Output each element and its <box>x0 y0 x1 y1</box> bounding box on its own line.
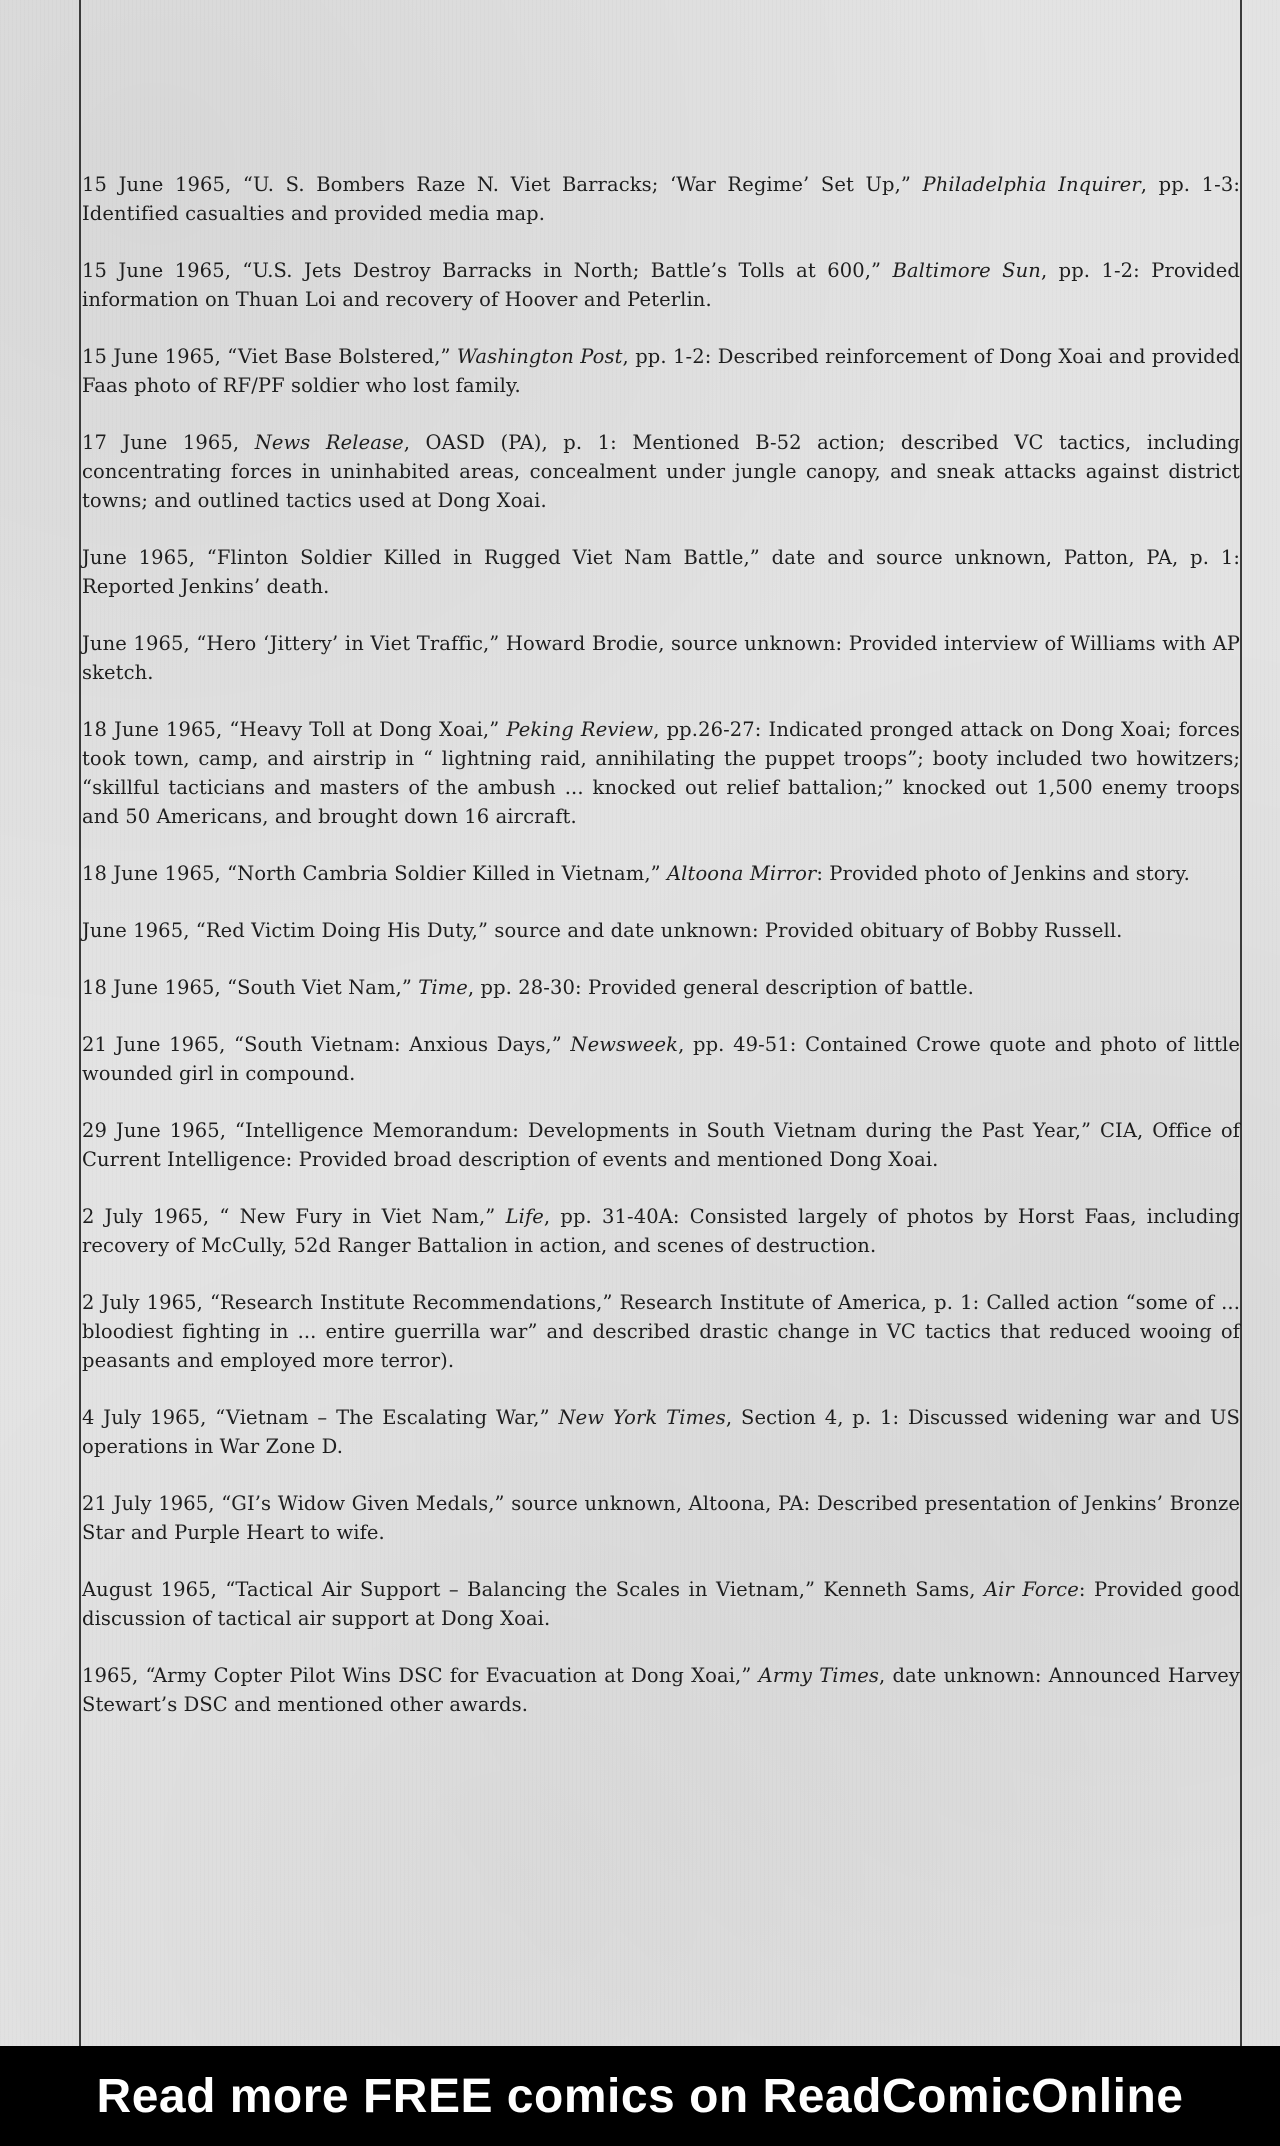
entry-source: Peking Review <box>506 718 654 741</box>
bibliography-entry <box>82 428 1240 515</box>
entry-text-tail: , pp. 31-40A: Consisted largely of photos by Horst Faas, including recovery of McCully, 52d Ranger Battalion in action, and scenes of destruction. <box>82 1205 1240 1257</box>
entry-text: August 1965, “Tactical Air Support – Balancing the Scales in Vietnam,” Kenneth Sams, <box>82 1578 984 1601</box>
bibliography-entry <box>82 256 1240 314</box>
bibliography-entry <box>82 859 1240 888</box>
entry-text-tail: , OASD (PA), p. 1: Mentioned B-52 action; described VC tactics, including concentrating forces in uninhabited areas, concealment under jungle canopy, and sneak attacks against district towns; and outlined tactics used at Dong Xoai. <box>82 431 1240 512</box>
entry-text: 18 June 1965, “Heavy Toll at Dong Xoai,” <box>82 718 507 741</box>
bibliography-entry <box>82 1288 1240 1375</box>
entry-text: 1965, “Army Copter Pilot Wins DSC for Evacuation at Dong Xoai,” <box>82 1664 759 1687</box>
entry-text: June 1965, “Red Victim Doing His Duty,” source and date unknown: Provided obituary of Bobby Russell. <box>82 919 1123 942</box>
entry-text: June 1965, “Hero ‘Jittery’ in Viet Traffic,” Howard Brodie, source unknown: Provided interview of Williams with AP sketch. <box>82 632 1240 684</box>
bibliography-entry <box>82 715 1240 831</box>
entry-text-tail: , pp. 1-2: Provided information on Thuan Loi and recovery of Hoover and Peterlin. <box>82 259 1240 311</box>
entry-text-tail: , pp.26-27: Indicated pronged attack on Dong Xoai; forces took town, camp, and airstrip in “ lightning raid, annihilating the puppet troops”; booty included two howitzers; “skillful tacticians and masters of the ambush ... knocked out relief battalion;” knocked out 1,500 enemy troops and 50 Americans, and brought down 16 aircraft. <box>82 718 1240 828</box>
entry-text-tail: , pp. 1-2: Described reinforcement of Dong Xoai and provided Faas photo of RF/PF soldier who lost family. <box>82 345 1240 397</box>
entry-text-tail: : Provided good discussion of tactical air support at Dong Xoai. <box>82 1578 1240 1630</box>
bibliography-entry <box>82 1116 1240 1174</box>
entry-text: 21 June 1965, “South Vietnam: Anxious Days,” <box>82 1033 571 1056</box>
promo-banner-text[interactable]: Read more FREE comics on ReadComicOnline <box>96 2069 1184 2123</box>
entry-source: Life <box>505 1205 544 1228</box>
entry-source: Altoona Mirror <box>667 862 817 885</box>
entry-text: 2 July 1965, “ New Fury in Viet Nam,” <box>82 1205 506 1228</box>
bibliography-entry <box>82 629 1240 687</box>
bibliography-entry <box>82 1661 1240 1719</box>
panel-border-right <box>1240 0 1242 2046</box>
entry-text: 17 June 1965, <box>82 431 255 454</box>
entry-source: Newsweek <box>570 1033 679 1056</box>
bibliography-entry <box>82 1030 1240 1088</box>
entry-text: 15 June 1965, “U.S. Jets Destroy Barracks in North; Battle’s Tolls at 600,” <box>82 259 893 282</box>
entry-text: 2 July 1965, “Research Institute Recommendations,” Research Institute of America, p. 1: Called action “some of ... bloodiest fighting in ... entire guerrilla war” and described drastic change in VC tactics that reduced wooing of peasants and employed more terror). <box>82 1291 1240 1372</box>
bibliography-entry <box>82 973 1240 1002</box>
entry-text: 15 June 1965, “Viet Base Bolstered,” <box>82 345 457 368</box>
entry-source: New York Times <box>558 1406 726 1429</box>
entry-text: 4 July 1965, “Vietnam – The Escalating War,” <box>82 1406 559 1429</box>
entry-source: Philadelphia Inquirer <box>922 173 1141 196</box>
bibliography-entry <box>82 1575 1240 1633</box>
bibliography-entry <box>82 342 1240 400</box>
entry-text-tail: : Provided photo of Jenkins and story. <box>816 862 1190 885</box>
entry-text: June 1965, “Flinton Soldier Killed in Rugged Viet Nam Battle,” date and source unknown, Patton, PA, p. 1: Reported Jenkins’ death. <box>82 546 1240 598</box>
entry-source: Washington Post <box>456 345 623 368</box>
bibliography-entry <box>82 543 1240 601</box>
entry-text-tail: , pp. 49-51: Contained Crowe quote and photo of little wounded girl in compound. <box>82 1033 1240 1085</box>
bibliography-entry <box>82 1202 1240 1260</box>
entry-source: Army Times <box>758 1664 879 1687</box>
entry-text-tail: , Section 4, p. 1: Discussed widening war and US operations in War Zone D. <box>82 1406 1240 1458</box>
entry-text: 18 June 1965, “North Cambria Soldier Killed in Vietnam,” <box>82 862 667 885</box>
bibliography-list <box>82 170 1240 1747</box>
panel-border-left <box>79 0 81 2046</box>
entry-source: Time <box>418 976 468 999</box>
bibliography-entry <box>82 1403 1240 1461</box>
entry-text: 18 June 1965, “South Viet Nam,” <box>82 976 419 999</box>
entry-text-tail: , date unknown: Announced Harvey Stewart’s DSC and mentioned other awards. <box>82 1664 1240 1716</box>
promo-banner[interactable] <box>0 2046 1280 2146</box>
bibliography-entry <box>82 1489 1240 1547</box>
entry-text-tail: , pp. 28-30: Provided general description of battle. <box>467 976 974 999</box>
entry-text: 29 June 1965, “Intelligence Memorandum: Developments in South Vietnam during the Past Year,” CIA, Office of Current Intelligence: Provided broad description of events and mentioned Dong Xoai. <box>82 1119 1240 1171</box>
entry-text-tail: , pp. 1-3: Identified casualties and provided media map. <box>82 173 1241 225</box>
entry-source: Baltimore Sun <box>892 259 1041 282</box>
bibliography-entry <box>82 916 1240 945</box>
bibliography-entry <box>82 170 1240 228</box>
entry-source: Air Force <box>983 1578 1079 1601</box>
entry-text: 21 July 1965, “GI’s Widow Given Medals,” source unknown, Altoona, PA: Described presentation of Jenkins’ Bronze Star and Purple Heart to wife. <box>82 1492 1240 1544</box>
entry-source: News Release <box>254 431 404 454</box>
entry-text: 15 June 1965, “U. S. Bombers Raze N. Viet Barracks; ‘War Regime’ Set Up,” <box>82 173 923 196</box>
